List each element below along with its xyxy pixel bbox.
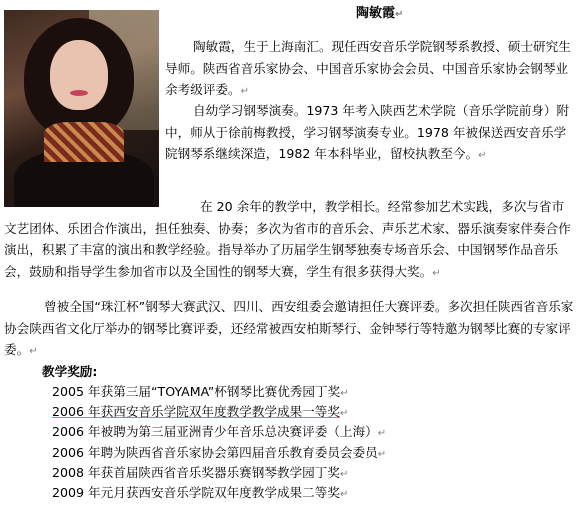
page-title: 陶敏霞↵	[356, 6, 404, 21]
award-item: 2006 年聘为陕西省音乐家协会第四届音乐教育委员会委员↵	[52, 444, 387, 460]
award-item: 2008 年获首届陕西省音乐奖器乐赛钢琴教学园丁奖↵	[52, 464, 349, 480]
bio-teaching: 在 20 余年的教学中，教学相长。经常参加艺术实践，多次与省市文艺团体、乐团合作演出，担任独奏、协奏；多次为省市的音乐会、声乐艺术家、器乐演奏家伴奏合作演出，积累了丰富的演出和教学经验。指导举办了历届学生钢琴独奏专场音乐会、中国钢琴作品音乐会，鼓励和指导学生参加省市以及全国性的钢琴大赛，学生有很多获得大奖。↵	[4, 199, 571, 279]
bio-judge: 曾被全国“珠江杯”钢琴大赛武汉、四川、西安组委会邀请担任大赛评委。多次担任陕西省音乐家协会陕西省文化厅举办的钢琴比赛评委，还经常被西安柏斯琴行、金钟琴行等特邀为钢琴比赛的专家评委。↵	[4, 299, 574, 357]
award-item: 2009 年元月获西安音乐学院双年度教学成果二等奖↵	[52, 484, 349, 500]
bio-study: 自幼学习钢琴演奏。1973 年考入陕西艺术学院（音乐学院前身）附中，师从于徐前梅教授，学习钢琴演奏专业。1978 年被保送西安音乐学院钢琴系继续深造，1982 年本科毕业，留校执教至今。↵	[165, 103, 570, 161]
photo-lips	[70, 90, 88, 96]
photo-scarf	[44, 122, 124, 162]
awards-list	[52, 382, 386, 503]
paragraph-mark: ↵	[339, 408, 349, 420]
paragraph-mark: ↵	[29, 346, 38, 357]
paragraph-mark: ↵	[395, 9, 404, 20]
award-item: 2006 年被聘为第三届亚洲青少年音乐总决赛评委（上海）↵	[52, 424, 387, 440]
paragraph-mark: ↵	[478, 150, 487, 161]
award-item: 2006 年获西安音乐学院双年度教学教学成果一等奖↵	[52, 404, 349, 420]
paragraph-mark: ↵	[377, 428, 387, 440]
paragraph-mark: ↵	[340, 388, 349, 399]
paragraph-mark: ↵	[339, 488, 349, 500]
awards-heading: 教学奖励:	[42, 364, 98, 379]
award-item: 2005 年获第三届“TOYAMA”杯钢琴比赛优秀园丁奖↵	[52, 384, 349, 399]
paragraph-mark: ↵	[432, 267, 441, 279]
paragraph-mark: ↵	[377, 448, 387, 460]
bio-intro: 陶敏霞，生于上海南汇。现任西安音乐学院钢琴系教授、硕士研究生导师。陕西省音乐家协会、中国音乐家协会会员、中国音乐家协会钢琴业余考级评委。↵	[165, 39, 571, 97]
paragraph-mark: ↵	[339, 468, 349, 480]
photo-face	[50, 40, 108, 110]
paragraph-mark: ↵	[240, 86, 249, 97]
portrait-photo	[4, 10, 159, 207]
